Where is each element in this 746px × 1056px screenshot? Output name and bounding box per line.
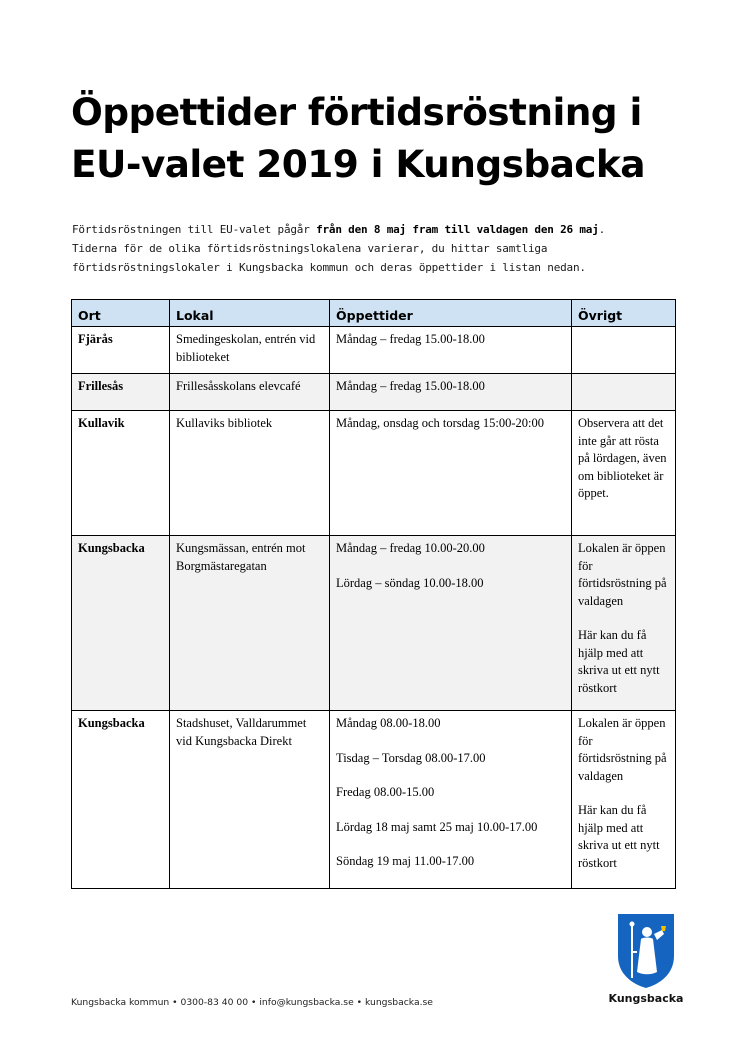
- cell-oppettider: [330, 327, 572, 374]
- cell-ort: Kungsbacka: [72, 536, 170, 711]
- column-header-lokal: Lokal: [170, 300, 330, 327]
- page-title: [71, 86, 711, 190]
- note-text: Lokalen är öppen för förtidsröstning på valdagen: [578, 541, 667, 608]
- cell-lokal: Smedingeskolan, entrén vid biblioteket: [170, 327, 330, 374]
- intro-part-2: .: [598, 223, 606, 236]
- note-text: Observera att det inte går att rösta på lördagen, även om biblioteket är öppet.: [578, 416, 667, 500]
- hours-line: Lördag – söndag 10.00-18.00: [336, 575, 484, 590]
- table-row: [72, 711, 676, 889]
- table-row: [72, 374, 676, 411]
- cell-lokal: Stadshuset, Valldarummet vid Kungsbacka Direkt: [170, 711, 330, 889]
- cell-ort: Kungsbacka: [72, 711, 170, 889]
- cell-lokal: Frillesåsskolans elevcafé: [170, 374, 330, 411]
- cell-ovrigt: [572, 411, 676, 536]
- hours-line: Fredag 08.00-15.00: [336, 785, 435, 799]
- intro-part-1: Förtidsröstningen till EU-valet pågår: [72, 223, 317, 236]
- cell-ort: Kullavik: [72, 411, 170, 536]
- coat-of-arms-icon: [616, 912, 676, 990]
- hours-line: Måndag – fredag 15.00-18.00: [336, 332, 485, 346]
- cell-ovrigt: [572, 711, 676, 889]
- cell-ovrigt: [572, 374, 676, 411]
- cell-ort: Frillesås: [72, 374, 170, 411]
- note-text: Lokalen är öppen för förtidsröstning på valdagen: [578, 716, 667, 783]
- footer-contact: Kungsbacka kommun • 0300-83 40 00 • info@kungsbacka.se • kungsbacka.se: [71, 997, 433, 1008]
- table-header-row: [72, 300, 676, 327]
- page-title-line-2: EU-valet 2019 i Kungsbacka: [71, 142, 645, 186]
- hours-line: Söndag 19 maj 11.00-17.00: [336, 854, 475, 868]
- hours-line: Måndag 08.00-18.00: [336, 716, 441, 730]
- intro-line-3: förtidsröstningslokaler i Kungsbacka kommun och deras öppettider i listan nedan.: [72, 261, 586, 274]
- logo-text: Kungsbacka: [608, 992, 684, 1005]
- intro-line-2: Tiderna för de olika förtidsröstningslokalena varierar, du hittar samtliga: [72, 242, 548, 255]
- cell-ovrigt: [572, 536, 676, 711]
- table-row: [72, 411, 676, 536]
- hours-line: Måndag – fredag 15.00-18.00: [336, 379, 485, 393]
- hours-line: Tisdag – Torsdag 08.00-17.00: [336, 750, 486, 765]
- cell-oppettider: [330, 711, 572, 889]
- note-text: Här kan du få hjälp med att skriva ut ett nytt röstkort: [578, 803, 660, 870]
- kungsbacka-logo: [606, 912, 686, 1005]
- opening-hours-table: [71, 299, 676, 889]
- table-row: [72, 536, 676, 711]
- cell-ort: Fjärås: [72, 327, 170, 374]
- cell-lokal: Kullaviks bibliotek: [170, 411, 330, 536]
- hours-line: Måndag – fredag 10.00-20.00: [336, 541, 485, 555]
- cell-ovrigt: [572, 327, 676, 374]
- page-title-line-1: Öppettider förtidsröstning i: [71, 90, 642, 134]
- column-header-ort: Ort: [72, 300, 170, 327]
- column-header-ovrigt: Övrigt: [572, 300, 676, 327]
- cell-lokal: Kungsmässan, entrén mot Borgmästaregatan: [170, 536, 330, 711]
- intro-text: [72, 220, 672, 277]
- cell-oppettider: [330, 374, 572, 411]
- hours-line: Måndag, onsdag och torsdag 15:00-20:00: [336, 416, 544, 430]
- column-header-oppettider: Öppettider: [330, 300, 572, 327]
- hours-line: Lördag 18 maj samt 25 maj 10.00-17.00: [336, 819, 538, 834]
- cell-oppettider: [330, 536, 572, 711]
- cell-oppettider: [330, 411, 572, 536]
- table-row: [72, 327, 676, 374]
- note-text: Här kan du få hjälp med att skriva ut ett nytt röstkort: [578, 628, 660, 695]
- intro-bold-dates: från den 8 maj fram till valdagen den 26 maj: [316, 223, 599, 236]
